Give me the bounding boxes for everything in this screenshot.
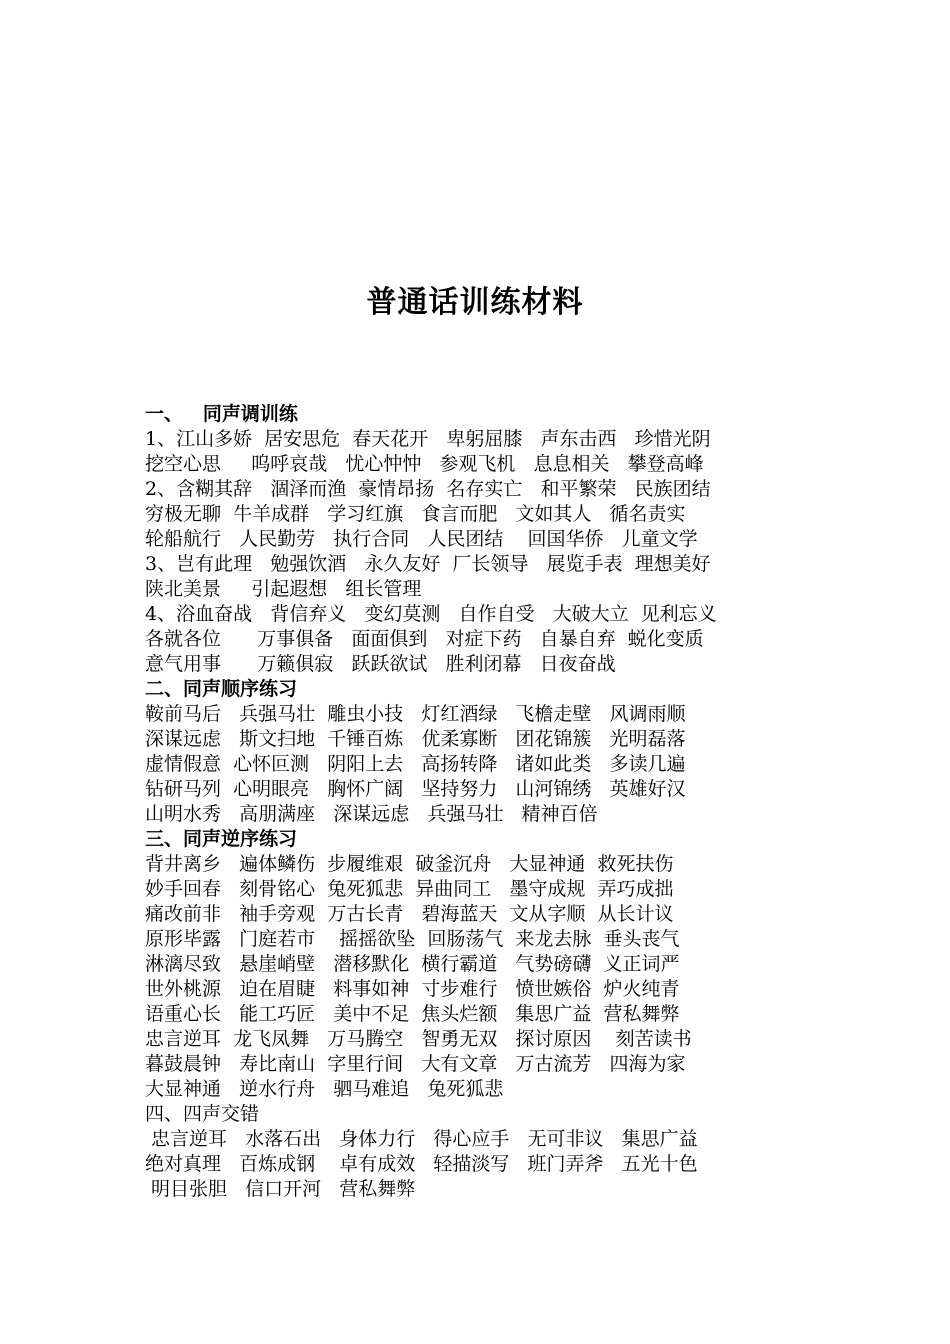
- document-title: 普通话训练材料: [366, 285, 584, 320]
- text-line: 深谋远虑 斯文扫地 千锤百炼 优柔寡断 团花锦簇 光明磊落: [145, 728, 686, 750]
- text-line: 绝对真理 百炼成钢 卓有成效 轻描淡写 班门弄斧 五光十色: [145, 1153, 698, 1175]
- document-body: [145, 402, 825, 1202]
- text-line: 挖空心思 呜呼哀哉 忧心忡忡 参观飞机 息息相关 攀登高峰: [145, 453, 704, 475]
- text-line: 1、江山多娇 居安思危 春天花开 卑躬屈膝 声东击西 珍惜光阴: [145, 428, 711, 450]
- section-heading: 三、同声逆序练习: [145, 828, 298, 850]
- text-line: 明目张胆 信口开河 营私舞弊: [145, 1178, 416, 1200]
- text-line: 各就各位 万事俱备 面面俱到 对症下药 自暴自弃 蜕化变质: [145, 628, 704, 650]
- text-line: 世外桃源 迫在眉睫 料事如神 寸步难行 愤世嫉俗 炉火纯青: [145, 978, 680, 1000]
- text-line: 轮船航行 人民勤劳 执行合同 人民团结 回国华侨 儿童文学: [145, 528, 698, 550]
- text-line: 穷极无聊 牛羊成群 学习红旗 食言而肥 文如其人 循名责实: [145, 503, 686, 525]
- text-line: 背井离乡 遍体鳞伤 步履维艰 破釜沉舟 大显神通 救死扶伤: [145, 853, 674, 875]
- text-line: 意气用事 万籁俱寂 跃跃欲试 胜利闭幕 日夜奋战: [145, 653, 616, 675]
- text-line: 痛改前非 袖手旁观 万古长青 碧海蓝天 文从字顺 从长计议: [145, 903, 674, 925]
- section-heading: 一、 同声调训练: [145, 403, 298, 425]
- section-heading: 二、同声顺序练习: [145, 678, 298, 700]
- text-line: 鞍前马后 兵强马壮 雕虫小技 灯红酒绿 飞檐走壁 风调雨顺: [145, 703, 686, 725]
- text-line: 钻研马列 心明眼亮 胸怀广阔 坚持努力 山河锦绣 英雄好汉: [145, 778, 686, 800]
- text-line: 妙手回春 刻骨铭心 兔死狐悲 异曲同工 墨守成规 弄巧成拙: [145, 878, 674, 900]
- text-line: 忠言逆耳 水落石出 身体力行 得心应手 无可非议 集思广益: [145, 1128, 698, 1150]
- text-line: 4、浴血奋战 背信弃义 变幻莫测 自作自受 大破大立 见利忘义: [145, 603, 717, 625]
- text-line: 忠言逆耳 龙飞凤舞 万马腾空 智勇无双 探讨原因 刻苦读书: [145, 1028, 692, 1050]
- text-line: 原形毕露 门庭若市 摇摇欲坠 回肠荡气 来龙去脉 垂头丧气: [145, 928, 680, 950]
- text-line: 山明水秀 高朋满座 深谋远虑 兵强马壮 精神百倍: [145, 803, 598, 825]
- text-line: 淋漓尽致 悬崖峭壁 潜移默化 横行霸道 气势磅礴 义正词严: [145, 953, 680, 975]
- text-line: 虚情假意 心怀叵测 阴阳上去 高扬转降 诸如此类 多读几遍: [145, 753, 686, 775]
- text-line: 3、岂有此理 勉强饮酒 永久友好 厂长领导 展览手表 理想美好: [145, 553, 711, 575]
- section-heading: 四、四声交错: [145, 1103, 260, 1125]
- text-line: 暮鼓晨钟 寿比南山 字里行间 大有文章 万古流芳 四海为家: [145, 1053, 686, 1075]
- text-line: 语重心长 能工巧匠 美中不足 焦头烂额 集思广益 营私舞弊: [145, 1003, 680, 1025]
- text-line: 2、含糊其辞 涸泽而渔 豪情昂扬 名存实亡 和平繁荣 民族团结: [145, 478, 711, 500]
- text-line: 陕北美景 引起遐想 组长管理: [145, 578, 422, 600]
- text-line: 大显神通 逆水行舟 驷马难追 兔死狐悲: [145, 1078, 504, 1100]
